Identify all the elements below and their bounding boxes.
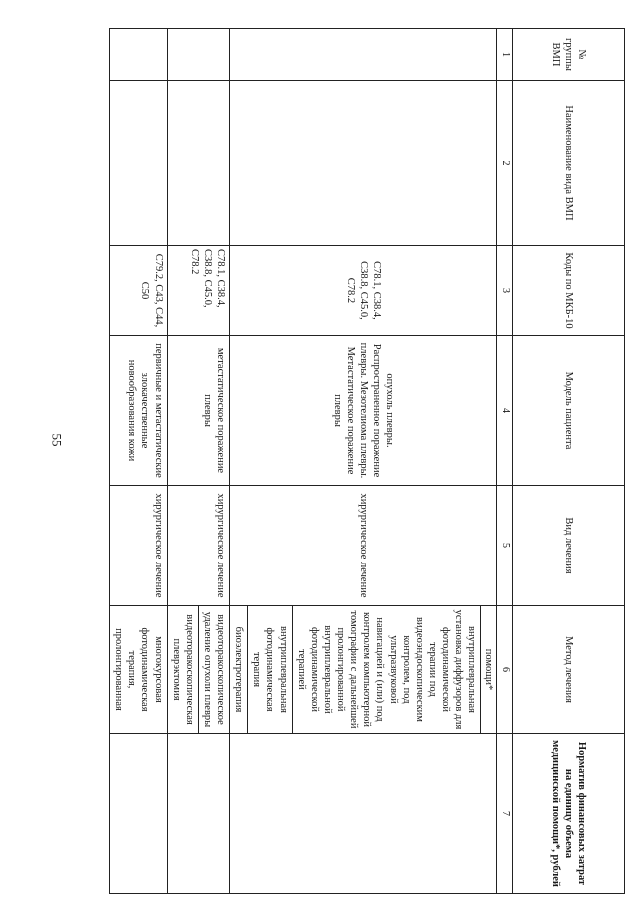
header-patient-model: Модель пациента <box>513 336 625 486</box>
table-row <box>198 29 229 894</box>
treatment-method-cell: биоэлектротерапия <box>230 606 248 734</box>
icd-codes-cell: C78.1, C38.4, C38.8, C45.0, C78.2 <box>167 246 230 336</box>
treatment-type-cell: хирургическое лечение <box>110 486 168 606</box>
col-number: 5 <box>497 486 513 606</box>
treatment-method-cell: видеоторакоскопическое удаление опухоли плевры <box>198 606 229 734</box>
treatment-method-cell: помощи* <box>481 606 497 734</box>
header-icd-codes: Коды по МКБ-10 <box>513 246 625 336</box>
patient-model-cell: метастатическое поражение плевры <box>167 336 230 486</box>
header-group-no: № группы ВМП <box>513 29 625 81</box>
icd-codes-cell: C79.2, C43, C44, C50 <box>110 246 168 336</box>
vmp-table <box>109 28 625 894</box>
table-row <box>110 29 168 894</box>
header-treatment-type: Вид лечения <box>513 486 625 606</box>
col-number: 7 <box>497 734 513 894</box>
treatment-type-cell: хирургическое лечение <box>167 486 230 606</box>
header-cost-norm: Норматив финансовых затрат на единицу объема медицинской помощи*, рублей <box>513 734 625 894</box>
col-number: 2 <box>497 81 513 246</box>
rotated-table-wrapper <box>113 28 625 893</box>
treatment-method-cell: внутриплевральная установка диффузоров для фотодинамической терапии под видеоэндоскопическим контролем, под ультразвуковой навигацией и (или) под контролем компьютерной томографии с дальнейшей пролонгированной внутриплевральной фотодинамической терапией <box>292 606 481 734</box>
icd-codes-cell: C78.1, C38.4, C38.8, C45.0, C78.2 <box>230 246 497 336</box>
header-vmp-name: Наименование вида ВМП <box>513 81 625 246</box>
treatment-method-cell: внутриплевральная фотодинамическая терапия <box>248 606 292 734</box>
table-row <box>481 29 497 894</box>
col-number: 1 <box>497 29 513 81</box>
treatment-type-cell: хирургическое лечение <box>230 486 497 606</box>
patient-model-cell: первичные и метастатические злокачественные новообразования кожи <box>110 336 168 486</box>
treatment-method-cell: многокурсовая фотодинамическая терапия, пролонгированная <box>110 606 168 734</box>
treatment-method-cell: видеоторакоскопическая плеврэктомия <box>167 606 198 734</box>
patient-model-cell: опухоль плевры. Распространенное поражение плевры. Мезотелиома плевры. Метастатическое поражение плевры <box>230 336 497 486</box>
page-number: 55 <box>49 433 65 447</box>
col-number: 6 <box>497 606 513 734</box>
header-treatment-method: Метод лечения <box>513 606 625 734</box>
col-number: 4 <box>497 336 513 486</box>
col-number: 3 <box>497 246 513 336</box>
